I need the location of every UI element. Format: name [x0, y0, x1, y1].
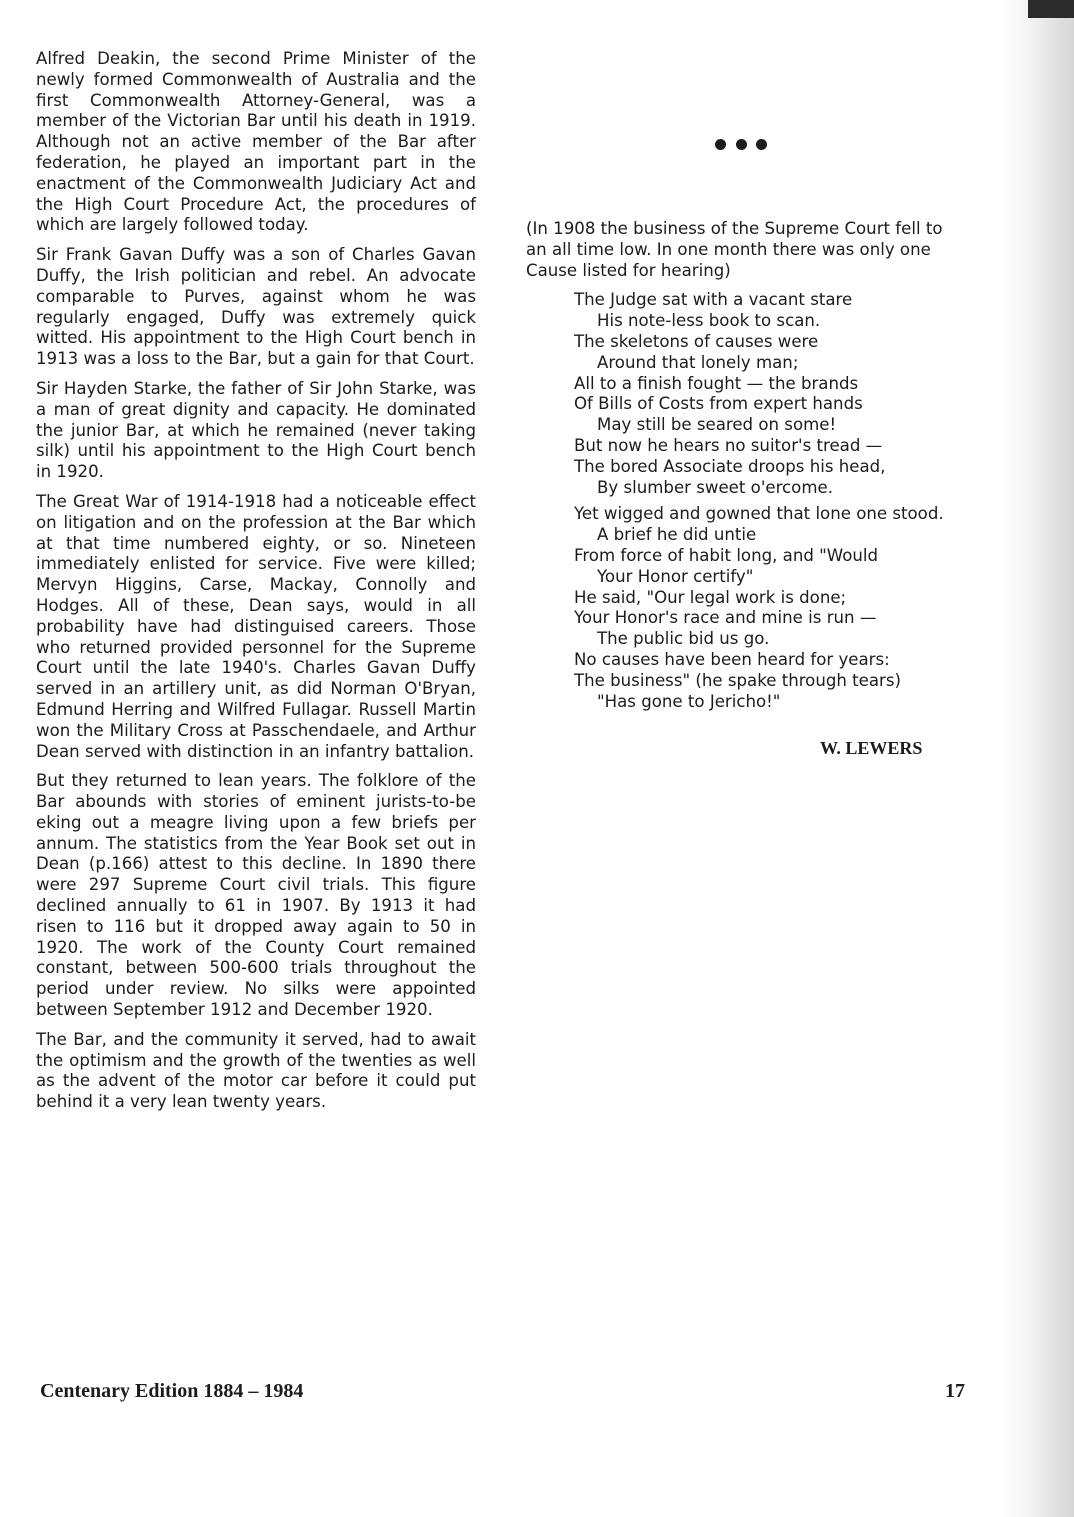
paragraph-great-war: The Great War of 1914-1918 had a noticeable effect on litigation and on the profession at the Bar which at that time numbered eighty, or so. Nineteen immediately enlisted for service. Five were killed; Mervyn Higgins, Carse, Mackay, Connolly and Hodges. All of these, Dean says, would in all probability have had distinguised careers. Those who returned provided personnel for the Supreme Court until the late 1940's. Charles Gavan Duffy served in an artillery unit, as did Norman O'Bryan, Edmund Herring and Wilfred Fullagar. Russell Martin won the Military Cross at Passchendaele, and Arthur Dean served with distinction in an infantry battalion. — [36, 491, 476, 761]
paragraph-starke: Sir Hayden Starke, the father of Sir John Starke, was a man of great dignity and capacity. He dominated the junior Bar, at which he remained (never taking silk) until his appointment to the High Court bench in 1920. — [36, 378, 476, 482]
poem-line: May still be seared on some! — [597, 415, 837, 435]
page-edge-shadow — [1000, 0, 1074, 1517]
poem-line: Around that lonely man; — [597, 352, 799, 372]
divider-dot-icon — [736, 139, 747, 150]
divider-dot-icon — [715, 139, 726, 150]
section-divider-dots — [715, 137, 767, 151]
poem-line: He said, "Our legal work is done; — [574, 587, 847, 607]
divider-dot-icon — [756, 139, 767, 150]
footer-page-number: 17 — [945, 1380, 965, 1402]
page-edge-mark — [1028, 0, 1074, 18]
poem-line: By slumber sweet o'ercome. — [597, 477, 833, 497]
poem-line: But now he hears no suitor's tread — — [574, 435, 883, 455]
poem-line: A brief he did untie — [597, 525, 757, 545]
poem-line: His note-less book to scan. — [597, 311, 821, 331]
poem-line: No causes have been heard for years: — [574, 649, 890, 669]
poem-line: Your Honor certify" — [597, 566, 754, 586]
poem-line: The skeletons of causes were — [574, 331, 819, 351]
poem-line: Your Honor's race and mine is run — — [574, 608, 877, 628]
poem-stanza-2 — [574, 504, 966, 712]
poem-line: The public bid us go. — [597, 629, 770, 649]
poem-line: Of Bills of Costs from expert hands — [574, 394, 863, 414]
paragraph-conclusion: The Bar, and the community it served, had to await the optimism and the growth of the twenties as well as the advent of the motor car before it could put behind it a very lean twenty years. — [36, 1029, 476, 1112]
paragraph-lean-years: But they returned to lean years. The folklore of the Bar abounds with stories of eminent jurists-to-be eking out a meagre living upon a few briefs per annum. The statistics from the Year Book set out in Dean (p.166) attest to this decline. In 1890 there were 297 Supreme Court civil trials. This figure declined annually to 61 in 1907. By 1913 it had risen to 116 but it dropped away again to 50 in 1920. The work of the County Court remained constant, between 500-600 trials throughout the period under review. No silks were appointed between September 1912 and December 1920. — [36, 771, 476, 1020]
poem-stanza-1 — [574, 290, 966, 498]
paragraph-deakin: Alfred Deakin, the second Prime Minister of the newly formed Commonwealth of Australia and the first Commonwealth Attorney-General, was a member of the Victorian Bar until his death in 1919. Although not an active member of the Bar after federation, he played an important part in the enactment of the Commonwealth Judiciary Act and the High Court Procedure Act, the procedures of which are largely followed today. — [36, 49, 476, 235]
poem-author-signature: W. LEWERS — [820, 738, 923, 758]
poem-line: The bored Associate droops his head, — [574, 456, 886, 476]
poem-line: All to a finish fought — the brands — [574, 373, 859, 393]
poem-line: The business" (he spake through tears) — [574, 670, 901, 690]
poem-line: The Judge sat with a vacant stare — [574, 290, 853, 310]
poem-intro: (In 1908 the business of the Supreme Court fell to an all time low. In one month there was only one Cause listed for hearing) — [526, 219, 943, 280]
paragraph-duffy: Sir Frank Gavan Duffy was a son of Charles Gavan Duffy, the Irish politician and rebel. An advocate comparable to Purves, against whom he was regularly engaged, Duffy was extremely quick witted. His appointment to the High Court bench in 1913 was a loss to the Bar, but a gain for that Court. — [36, 245, 476, 369]
footer-edition: Centenary Edition 1884 – 1984 — [40, 1380, 304, 1402]
right-column — [526, 219, 966, 718]
poem-line: "Has gone to Jericho!" — [597, 691, 781, 711]
left-column — [36, 49, 476, 1122]
poem-line: From force of habit long, and "Would — [574, 545, 879, 565]
poem-line: Yet wigged and gowned that lone one stood. — [574, 504, 944, 524]
